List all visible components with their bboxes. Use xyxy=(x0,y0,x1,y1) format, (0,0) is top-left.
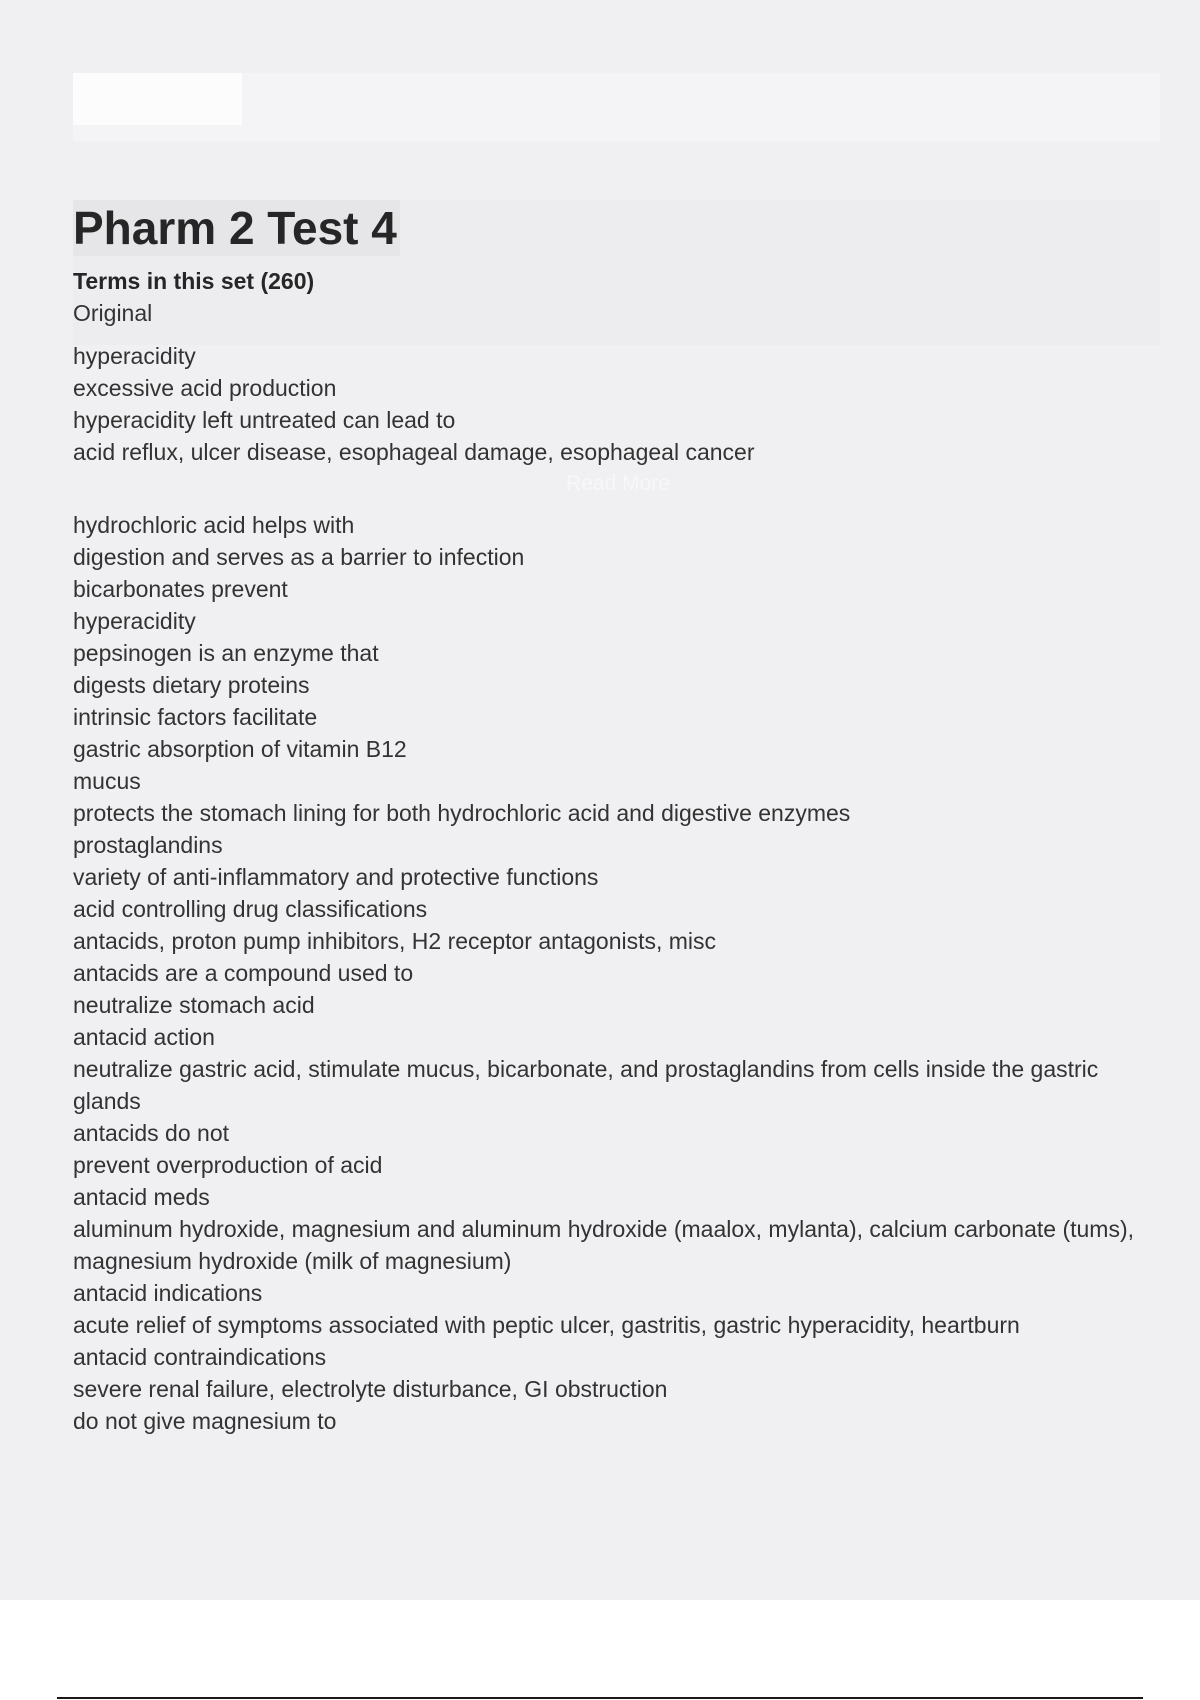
term-line: antacid action xyxy=(73,1024,215,1050)
definition-line: protects the stomach lining for both hydrochloric acid and digestive enzymes xyxy=(73,800,851,826)
page-title: Pharm 2 Test 4 xyxy=(73,202,397,254)
term-line: bicarbonates prevent xyxy=(73,576,288,602)
definition-line: excessive acid production xyxy=(73,375,337,401)
definition-line: digestion and serves as a barrier to infection xyxy=(73,544,525,570)
term-line: prostaglandins xyxy=(73,832,223,858)
definition-line: hyperacidity xyxy=(73,608,196,634)
definition-line: aluminum hydroxide, magnesium and aluminum hydroxide (maalox, mylanta), calcium carbonate (tums), magnesium hydroxide (milk of magnesium) xyxy=(73,1216,1134,1274)
set-label: Original xyxy=(73,300,153,326)
definition-line: neutralize stomach acid xyxy=(73,992,315,1018)
definition-line: prevent overproduction of acid xyxy=(73,1152,383,1178)
term-line: hyperacidity xyxy=(73,343,196,369)
term-line: acid controlling drug classifications xyxy=(73,896,428,922)
definition-line: severe renal failure, electrolyte disturbance, GI obstruction xyxy=(73,1376,668,1402)
term-line: antacids do not xyxy=(73,1120,230,1146)
term-list-intro xyxy=(73,340,1163,468)
terms-count-heading: Terms in this set (260) xyxy=(73,268,315,294)
term-list-main xyxy=(73,509,1163,1437)
definition-line: acute relief of symptoms associated with peptic ulcer, gastritis, gastric hyperacidity, heartburn xyxy=(73,1312,1020,1338)
term-line: antacid indications xyxy=(73,1280,263,1306)
term-line: antacid meds xyxy=(73,1184,210,1210)
term-line: intrinsic factors facilitate xyxy=(73,704,318,730)
footer-divider xyxy=(57,1697,1143,1699)
definition-line: variety of anti-inflammatory and protective functions xyxy=(73,864,599,890)
term-line: hydrochloric acid helps with xyxy=(73,512,355,538)
definition-line: neutralize gastric acid, stimulate mucus, bicarbonate, and prostaglandins from cells inside the gastric glands xyxy=(73,1056,1099,1114)
definition-line: antacids, proton pump inhibitors, H2 receptor antagonists, misc xyxy=(73,928,717,954)
term-line: antacid contraindications xyxy=(73,1344,327,1370)
term-line: hyperacidity left untreated can lead to xyxy=(73,407,456,433)
term-line: do not give magnesium to xyxy=(73,1408,337,1434)
definition-line: acid reflux, ulcer disease, esophageal damage, esophageal cancer xyxy=(73,439,755,465)
term-line: pepsinogen is an enzyme that xyxy=(73,640,379,666)
logo-placeholder xyxy=(73,73,242,125)
definition-line: gastric absorption of vitamin B12 xyxy=(73,736,407,762)
definition-line: digests dietary proteins xyxy=(73,672,310,698)
term-line: antacids are a compound used to xyxy=(73,960,414,986)
term-line: mucus xyxy=(73,768,141,794)
read-more-link[interactable]: Read More xyxy=(566,472,670,495)
